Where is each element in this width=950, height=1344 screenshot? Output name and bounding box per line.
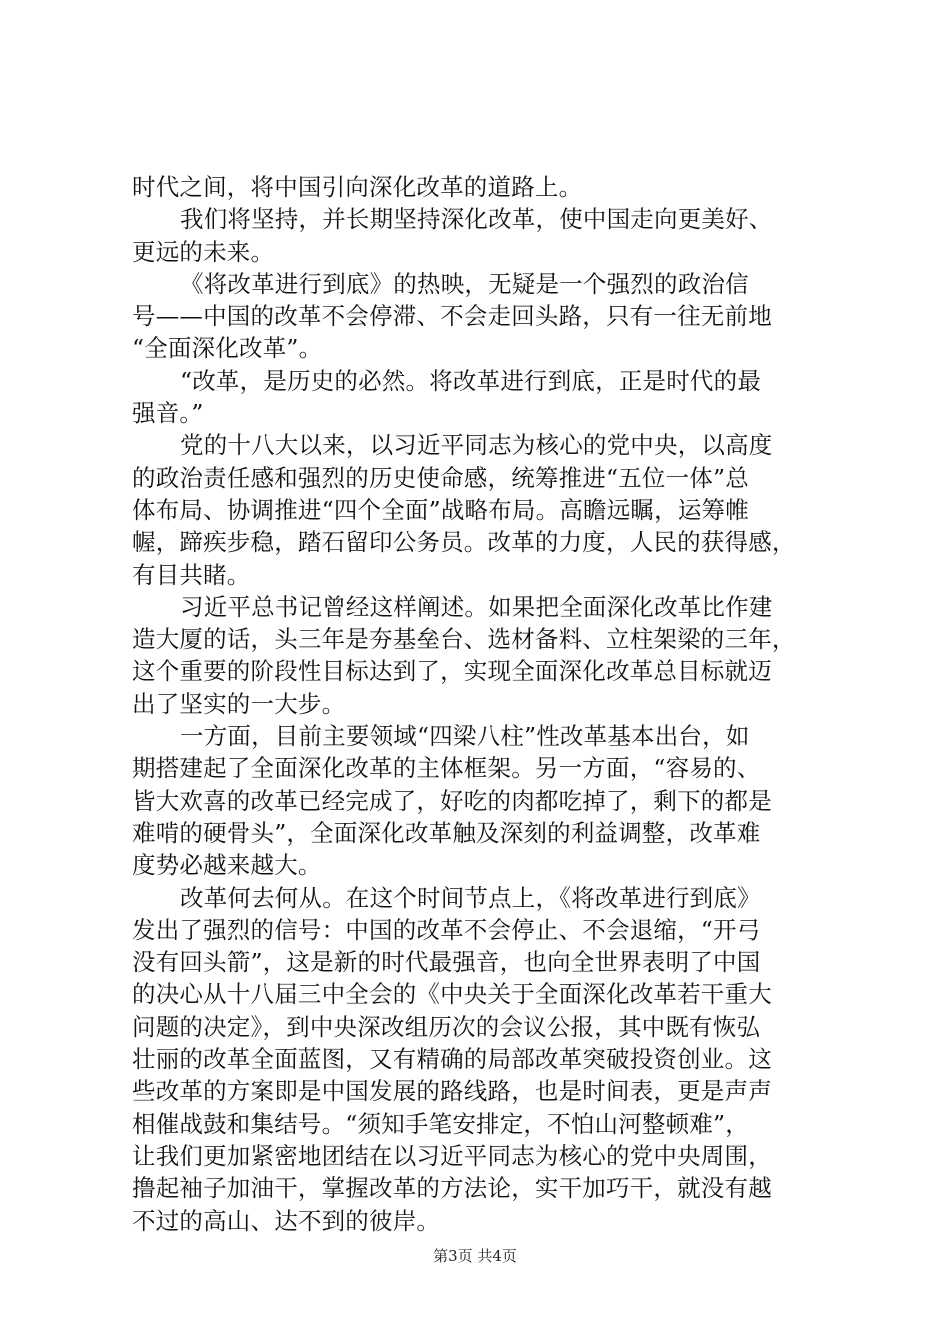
text-line: 度势必越来越大。 [132,851,322,880]
text-line: 《将改革进行到底》的热映，无疑是一个强烈的政治信 [180,269,749,298]
text-line: “改革，是历史的必然。将改革进行到底，正是时代的最 [180,366,762,395]
text-line: 强音。” [132,399,204,428]
text-line: 号——中国的改革不会停滞、不会走回头路，只有一往无前地 [132,302,772,331]
text-line: 撸起袖子加油干，掌握改革的方法论，实干加巧干，就没有越 [132,1174,772,1203]
text-line: 期搭建起了全面深化改革的主体框架。另一方面，“容易的、 [132,754,761,783]
text-line: 出了坚实的一大步。 [132,689,346,718]
text-line: 习近平总书记曾经这样阐述。如果把全面深化改革比作建 [180,592,773,621]
page-number-footer: 第3页 共4页 [433,1247,517,1265]
text-line: 时代之间，将中国引向深化改革的道路上。 [132,173,583,201]
text-line: 不过的高山、达不到的彼岸。 [132,1206,441,1235]
text-line: 的政治责任感和强烈的历史使命感，统筹推进“五位一体”总 [132,463,749,492]
text-line: 改革何去何从。在这个时间节点上，《将改革进行到底》 [180,883,761,912]
text-line: 我们将坚持，并长期坚持深化改革，使中国走向更美好、 [180,205,773,234]
text-line: 壮丽的改革全面蓝图，又有精确的局部改革突破投资创业。这 [132,1045,772,1074]
text-line: 没有回头箭”，这是新的时代最强音，也向全世界表明了中国 [132,948,761,977]
text-line: 让我们更加紧密地团结在以习近平同志为核心的党中央周围， [132,1141,772,1170]
text-line: 难啃的硬骨头”，全面深化改革触及深刻的利益调整，改革难 [132,818,761,847]
text-line: 皆大欢喜的改革已经完成了，好吃的肉都吃掉了，剩下的都是 [132,786,772,815]
text-line: 一方面，目前主要领域“四梁八柱”性改革基本出台，如 [180,722,750,751]
text-line: 体布局、协调推进“四个全面”战略布局。高瞻远瞩，运筹帷 [132,495,749,524]
text-line: 发出了强烈的信号：中国的改革不会停止、不会退缩，“开弓 [132,915,761,944]
text-line: 相催战鼓和集结号。“须知手笔安排定，不怕山河整顿难”， [132,1109,749,1138]
text-line: 更远的未来。 [132,237,275,266]
text-line: “全面深化改革”。 [132,334,323,363]
body-text [132,171,852,1237]
text-line: 这个重要的阶段性目标达到了，实现全面深化改革总目标就迈 [132,657,772,686]
text-line: 问题的决定》，到中央深改组历次的会议公报，其中既有恢弘 [132,1012,761,1041]
text-line: 些改革的方案即是中国发展的路线路，也是时间表，更是声声 [132,1077,772,1106]
text-line: 有目共睹。 [132,560,251,589]
text-line: 幄，蹄疾步稳，踏石留印公务员。改革的力度，人民的获得感， [132,528,796,557]
text-line: 的决心从十八届三中全会的《中央关于全面深化改革若干重大 [132,980,772,1009]
text-line: 党的十八大以来，以习近平同志为核心的党中央，以高度 [180,431,773,460]
text-line: 造大厦的话，头三年是夯基垒台、选材备料、立柱架梁的三年， [132,625,796,654]
